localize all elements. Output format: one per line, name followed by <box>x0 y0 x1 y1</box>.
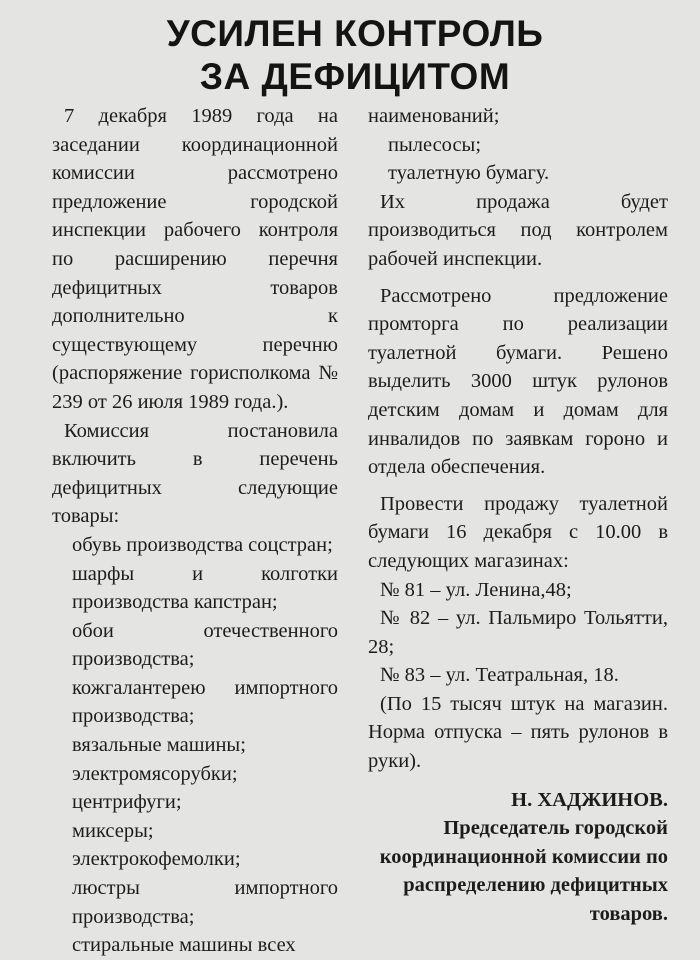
intro-paragraph: 7 декабря 1989 года на заседании координационной комиссии рассмотрено предложение городской инспекции рабочего контроля по расширению перечня дефицитных товаров дополнительно к существующему перечню (распоряжение горисполкома № 239 от 26 июля 1989 года.). <box>52 105 338 413</box>
store-address: № 81 – ул. Ленина,48; <box>380 578 572 601</box>
signer-name: Н. ХАДЖИНОВ. <box>511 788 668 811</box>
goods-item: центрифуги; <box>72 791 182 814</box>
promtorg-paragraph: Рассмотрено предложение промторга по реализации туалетной бумаги. Решено выделить 3000 штук рулонов детским домам и домам для инвалидов по заявкам гороно и отдела обеспечения. <box>368 284 668 479</box>
goods-item: электрокофемолки; <box>72 848 241 871</box>
goods-item: туалетную бумагу. <box>388 162 550 185</box>
quota-paragraph: (По 15 тысяч штук на магазин. Норма отпуска – пять рулонов в руки). <box>368 692 668 773</box>
goods-item: миксеры; <box>72 819 154 842</box>
goods-item-continued: наименований; <box>368 105 500 127</box>
goods-item: электромясорубки; <box>72 762 238 785</box>
right-column <box>368 102 668 929</box>
goods-item: стиральные машины всех <box>72 934 296 957</box>
goods-item: шарфы и колготки производства капстран; <box>72 562 338 614</box>
goods-item: обои отечественного производства; <box>72 619 338 671</box>
goods-item: люстры импортного производства; <box>72 877 338 928</box>
headline <box>150 12 560 98</box>
signer-title: Председатель городской координационной комиссии по распределению дефицитных товаров. <box>379 817 668 926</box>
goods-item: кожгалантерею импортного производства; <box>72 676 338 728</box>
headline-line-1: УСИЛЕН КОНТРОЛЬ <box>166 13 544 54</box>
sale-paragraph: Провести продажу туалетной бумаги 16 декабря с 10.00 в следующих магазинах: <box>368 492 668 572</box>
left-column <box>52 102 338 960</box>
decision-paragraph: Комиссия постановила включить в перечень дефицитных следующие товары: <box>52 419 338 528</box>
goods-item: вязальные машины; <box>72 734 246 757</box>
store-address: № 82 – ул. Пальмиро Тольятти, 28; <box>368 607 668 658</box>
control-paragraph: Их продажа будет производиться под контролем рабочей инспекции. <box>368 190 668 270</box>
goods-item: обувь производства соцстран; <box>72 533 333 556</box>
store-address: № 83 – ул. Театральная, 18. <box>380 664 619 687</box>
goods-item: пылесосы; <box>388 133 482 156</box>
headline-line-2: ЗА ДЕФИЦИТОМ <box>199 56 511 97</box>
